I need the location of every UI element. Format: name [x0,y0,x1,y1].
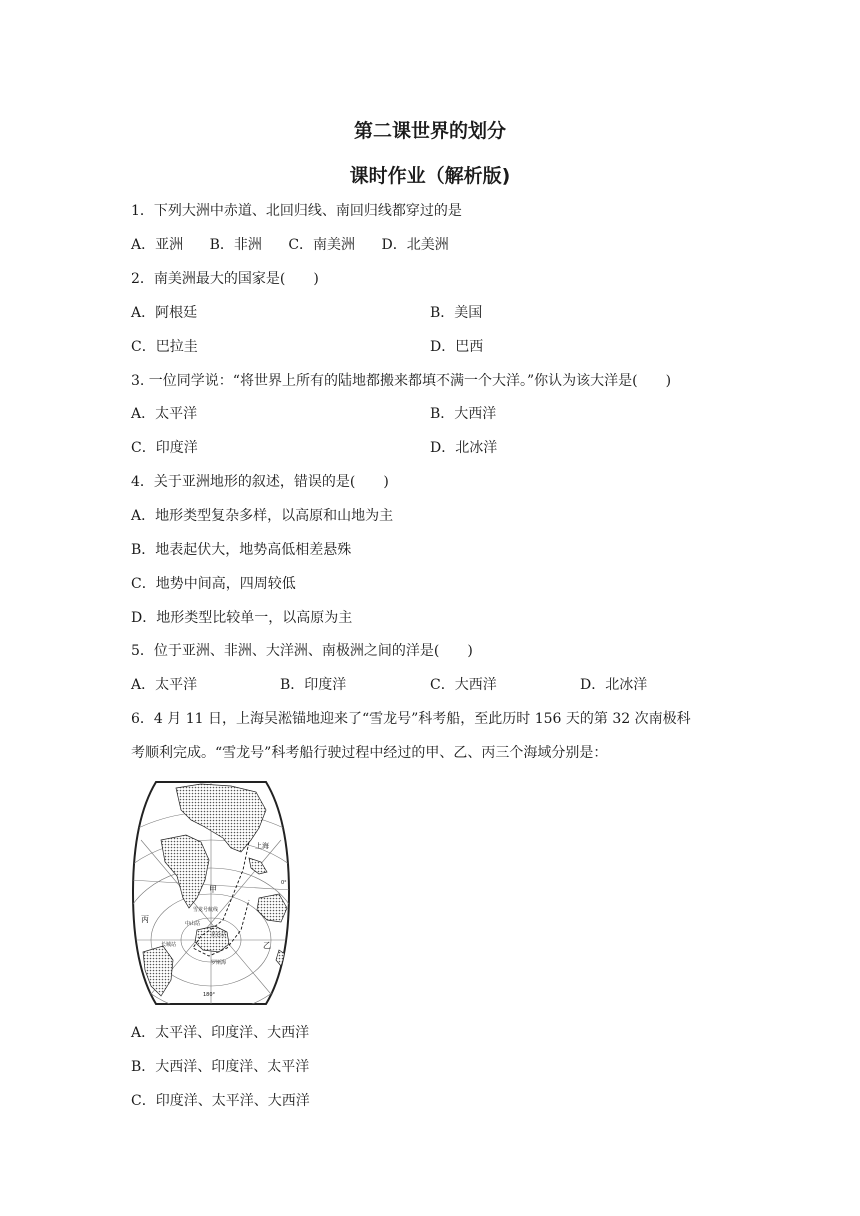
q5-option-d: D．北冰洋 [580,677,648,693]
q3-option-b: B．大西洋 [430,406,497,422]
question-6-stem-line1: 6．4 月 11 日，上海吴淞锚地迎来了“雪龙号”科考船，至此历时 156 天的第 32 次南极科 [131,711,691,727]
question-1-options [131,235,449,255]
q5-option-b: B．印度洋 [280,677,347,693]
q2-option-c: C．巴拉圭 [131,339,198,355]
question-6-stem-line2: 考顺利完成。“雪龙号”科考船行驶过程中经过的甲、乙、丙三个海域分别是： [131,745,608,761]
q1-option-d: D．北美洲 [381,237,449,253]
question-1-stem: 1．下列大洲中赤道、北回归线、南回归线都穿过的是 [131,203,462,219]
q2-option-d: D．巴西 [430,339,484,355]
label-jia: 甲 [209,885,217,894]
question-3-stem: 3. 一位同学说：“将世界上所有的陆地都搬来都填不满一个大洋。”你认为该大洋是( ) [131,373,672,389]
label-lon180: 180° [203,992,216,998]
label-shanghai: 上海 [255,842,269,850]
q1-option-b: B．非洲 [209,237,262,253]
label-changcheng: 长城站 [161,942,177,948]
q4-option-b: B．地表起伏大，地势高低相差悬殊 [131,542,352,558]
q3-option-d: D．北冰洋 [430,440,498,456]
q3-option-c: C．印度洋 [131,440,198,456]
q4-option-c: C．地势中间高，四周较低 [131,576,296,592]
page-subtitle: 课时作业（解析版) [349,165,511,187]
label-rossea: 罗斯海 [211,960,227,966]
q2-option-a: A．阿根廷 [131,305,198,321]
q6-option-c: C．印度洋、太平洋、大西洋 [131,1093,310,1109]
question-5-stem: 5．位于亚洲、非洲、大洋洲、南极洲之间的洋是( ) [131,643,473,659]
q5-option-c: C．大西洋 [430,677,497,693]
q1-option-c: C．南美洲 [288,237,356,253]
q5-option-a: A．太平洋 [131,677,198,693]
q3-option-a: A．太平洋 [131,406,198,422]
q2-option-b: B．美国 [430,305,483,321]
question-4-stem: 4．关于亚洲地形的叙述，错误的是( ) [131,474,389,490]
label-route: 雪龙号航线 [193,907,219,913]
q1-option-a: A．亚洲 [131,237,184,253]
antarctic-route-map [131,780,291,1006]
label-kunlun: 昆仑站 [211,932,227,938]
q4-option-a: A．地形类型复杂多样，以高原和山地为主 [131,508,394,524]
q4-option-d: D．地形类型比较单一，以高原为主 [131,610,353,626]
label-yi: 乙 [263,941,271,950]
q6-option-a: A．太平洋、印度洋、大西洋 [131,1025,310,1041]
q6-option-b: B．大西洋、印度洋、太平洋 [131,1059,310,1075]
label-zhongshan: 中山站 [185,921,201,927]
label-lat0: 0° [281,880,287,886]
label-bing: 丙 [141,915,149,924]
question-2-stem: 2．南美洲最大的国家是( ) [131,271,319,287]
page-title: 第二课世界的划分 [353,120,506,142]
